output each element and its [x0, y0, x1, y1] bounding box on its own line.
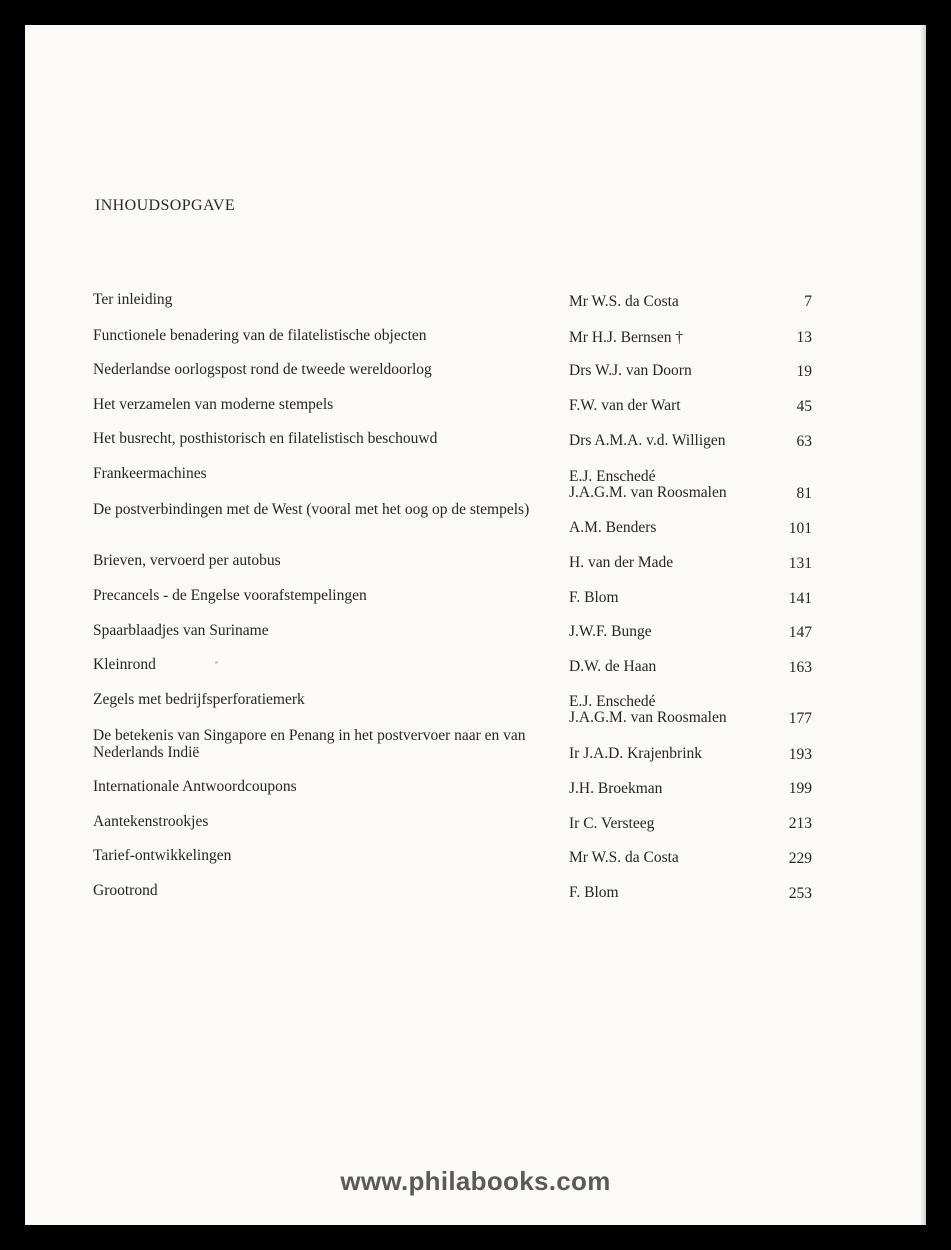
page-title: INHOUDSOPGAVE — [95, 197, 236, 214]
toc-page-number: 45 — [796, 398, 812, 415]
toc-author: J.W.F. Bunge — [569, 623, 652, 640]
toc-page-number: 199 — [788, 780, 812, 797]
toc-author: F.W. van der Wart — [569, 397, 681, 414]
toc-page-number: 163 — [788, 659, 812, 676]
toc-page-number: 7 — [804, 293, 812, 310]
toc-page-number: 177 — [788, 710, 812, 727]
toc-author: Ir J.A.D. Krajenbrink — [569, 745, 703, 762]
toc-author: F. Blom — [569, 884, 619, 901]
toc-page-number: 141 — [788, 590, 812, 607]
toc-title: Tarief-ontwikkelingen — [93, 847, 232, 864]
toc-title: Functionele benadering van de filatelistische objecten — [93, 327, 427, 344]
toc-page-number: 81 — [796, 485, 812, 502]
toc-page-number: 101 — [788, 520, 812, 537]
toc-page-number: 63 — [796, 433, 812, 450]
toc-title: Zegels met bedrijfsperforatiemerk — [93, 691, 305, 708]
toc-title: Brieven, vervoerd per autobus — [93, 552, 281, 569]
toc-title: Kleinrond — [93, 656, 156, 673]
book-page — [25, 25, 926, 1225]
toc-page-number: 229 — [788, 850, 812, 867]
toc-title: Internationale Antwoordcoupons — [93, 778, 297, 795]
toc-page-number: 193 — [788, 746, 812, 763]
toc-title: Ter inleiding — [93, 291, 173, 308]
toc-author: D.W. de Haan — [569, 658, 657, 675]
toc-author: E.J. Enschedé — [569, 693, 656, 710]
toc-title: Frankeermachines — [93, 465, 207, 482]
toc-author: Drs W.J. van Doorn — [569, 362, 692, 379]
toc-author: A.M. Benders — [569, 519, 657, 536]
toc-author: Mr W.S. da Costa — [569, 849, 679, 866]
toc-page-number: 147 — [788, 624, 812, 641]
toc-title: Aantekenstrookjes — [93, 813, 209, 830]
toc-page-number: 131 — [788, 555, 812, 572]
toc-page-number: 253 — [788, 885, 812, 902]
toc-author: F. Blom — [569, 589, 619, 606]
toc-author: Drs A.M.A. v.d. Willigen — [569, 432, 726, 449]
watermark-url: www.philabooks.com — [340, 1166, 611, 1196]
toc-page-number: 13 — [796, 329, 812, 346]
toc-title: De betekenis van Singapore en Penang in het postvervoer naar en van Nederlands Indië — [93, 727, 526, 761]
toc-title: Grootrond — [93, 882, 158, 899]
toc-author: J.A.G.M. van Roosmalen — [569, 484, 727, 501]
toc-title: Het busrecht, posthistorisch en filatelistisch beschouwd — [93, 430, 438, 447]
toc-page-number: 19 — [796, 363, 812, 380]
toc-title: De postverbindingen met de West (vooral met het oog op de stempels) — [93, 501, 530, 518]
toc-author: Mr W.S. da Costa — [569, 293, 679, 310]
toc-title: Het verzamelen van moderne stempels — [93, 396, 334, 413]
paper-speck — [215, 661, 218, 664]
toc-title: Nederlandse oorlogspost rond de tweede wereldoorlog — [93, 361, 432, 378]
toc-author: Ir C. Versteeg — [569, 815, 655, 832]
toc-title: Precancels - de Engelse voorafstempelingen — [93, 587, 367, 604]
toc-author: J.A.G.M. van Roosmalen — [569, 709, 727, 726]
table-of-contents — [25, 25, 926, 1225]
toc-author: H. van der Made — [569, 554, 674, 571]
toc-title: Spaarblaadjes van Suriname — [93, 622, 269, 639]
toc-author: J.H. Broekman — [569, 780, 663, 797]
toc-author: E.J. Enschedé — [569, 468, 656, 485]
toc-page-number: 213 — [788, 815, 812, 832]
toc-author: Mr H.J. Bernsen † — [569, 329, 684, 346]
